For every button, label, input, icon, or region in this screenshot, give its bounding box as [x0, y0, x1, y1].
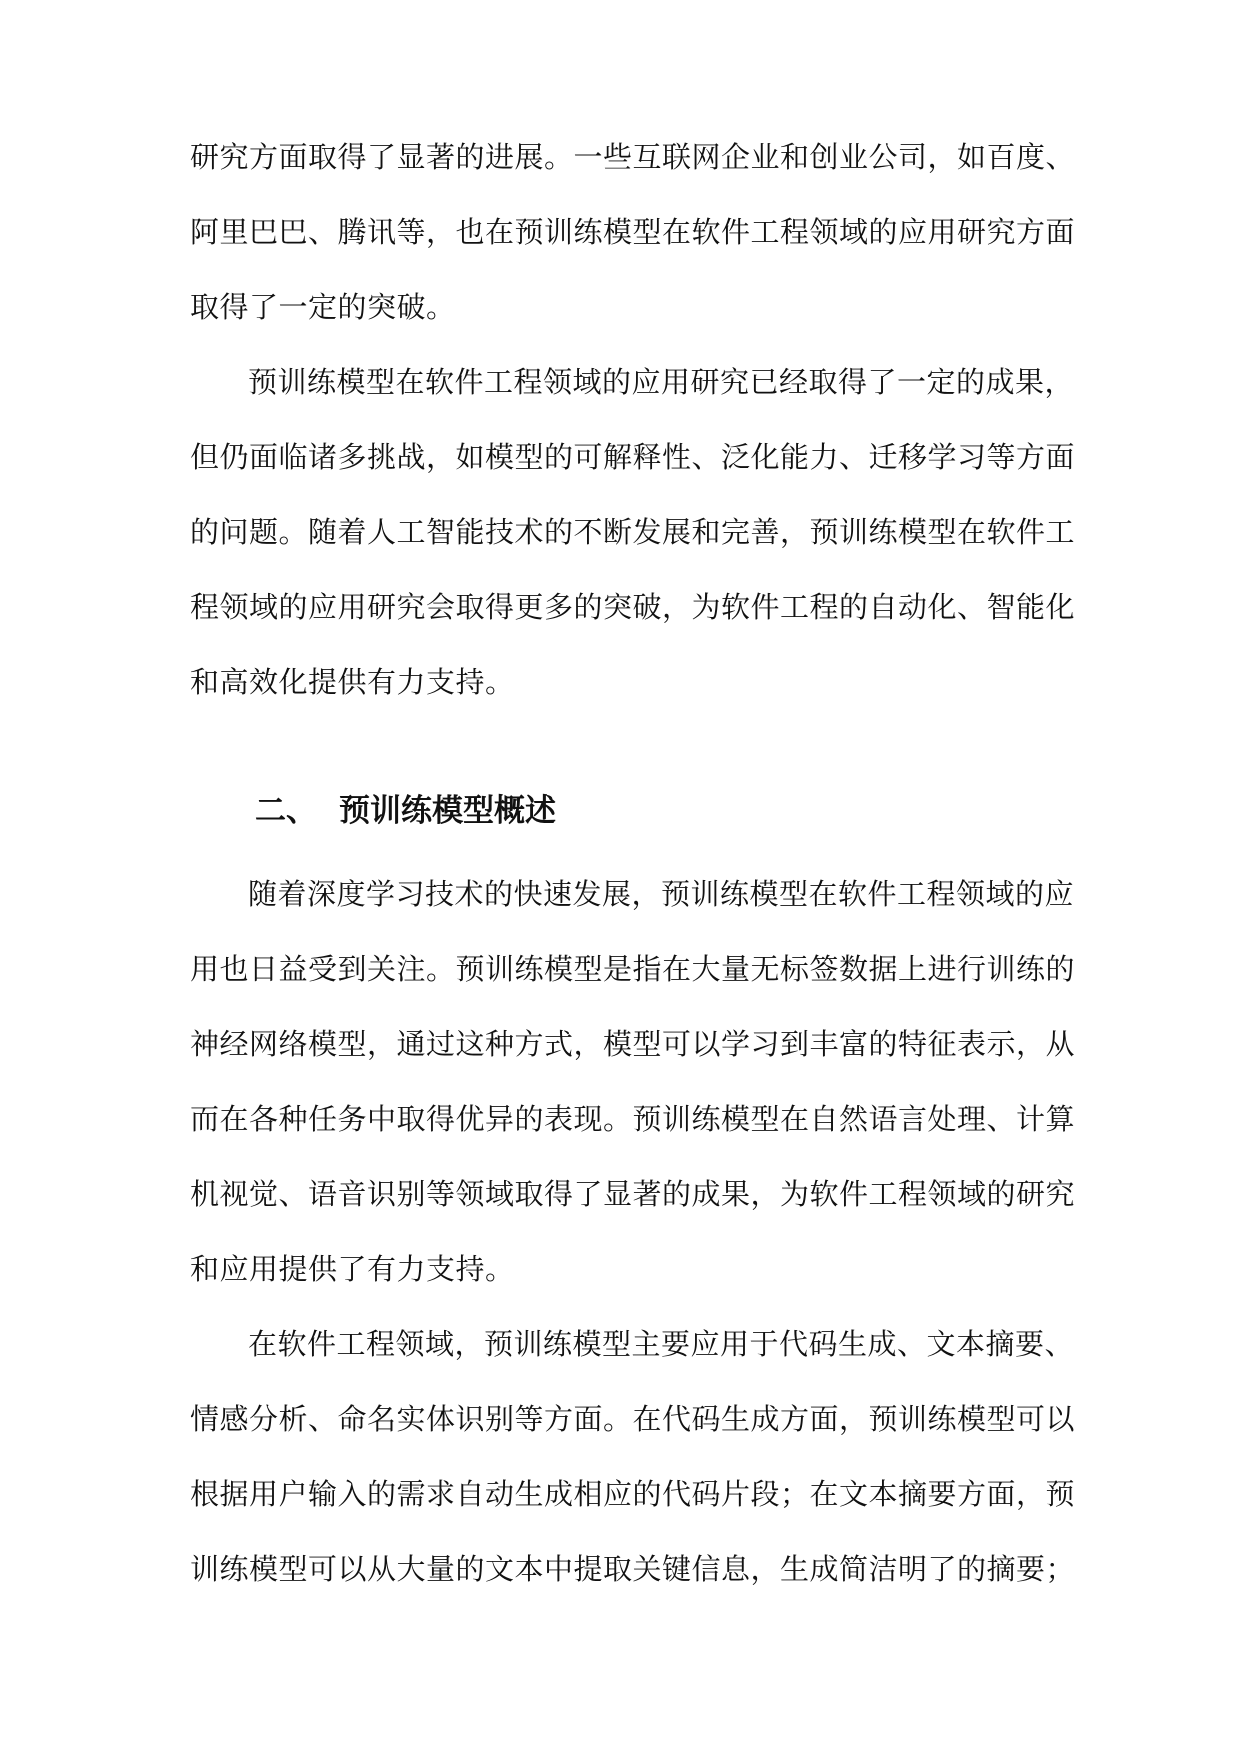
paragraph-line: 但仍面临诸多挑战，如模型的可解释性、泛化能力、迁移学习等方面: [190, 440, 1076, 474]
paragraph-line: 的问题。随着人工智能技术的不断发展和完善，预训练模型在软件工: [190, 515, 1076, 549]
paragraph-line: 而在各种任务中取得优异的表现。预训练模型在自然语言处理、计算: [190, 1102, 1076, 1136]
paragraph-line: 神经网络模型，通过这种方式，模型可以学习到丰富的特征表示，从: [190, 1027, 1076, 1061]
paragraph-line: 在软件工程领域，预训练模型主要应用于代码生成、文本摘要、: [248, 1327, 1075, 1361]
paragraph-line: 用也日益受到关注。预训练模型是指在大量无标签数据上进行训练的: [190, 952, 1076, 986]
paragraph-line: 取得了一定的突破。: [190, 290, 456, 324]
paragraph-line: 机视觉、语音识别等领域取得了显著的成果，为软件工程领域的研究: [190, 1177, 1076, 1211]
paragraph-line: 和高效化提供有力支持。: [190, 665, 515, 699]
paragraph-line: 阿里巴巴、腾讯等，也在预训练模型在软件工程领域的应用研究方面: [190, 215, 1076, 249]
paragraph-line: 训练模型可以从大量的文本中提取关键信息，生成简洁明了的摘要；: [190, 1552, 1076, 1586]
section-title: 预训练模型概述: [339, 793, 556, 829]
paragraph-line: 和应用提供了有力支持。: [190, 1252, 515, 1286]
section-heading: [255, 789, 1055, 833]
section-number: 二、: [255, 793, 317, 829]
paragraph-line: 根据用户输入的需求自动生成相应的代码片段；在文本摘要方面，预: [190, 1477, 1076, 1511]
paragraph-line: 研究方面取得了显著的进展。一些互联网企业和创业公司，如百度、: [190, 140, 1076, 174]
paragraph-line: 程领域的应用研究会取得更多的突破，为软件工程的自动化、智能化: [190, 590, 1076, 624]
paragraph-line: 情感分析、命名实体识别等方面。在代码生成方面，预训练模型可以: [190, 1402, 1076, 1436]
paragraph-line: 随着深度学习技术的快速发展，预训练模型在软件工程领域的应: [248, 877, 1075, 911]
paragraph-line: 预训练模型在软件工程领域的应用研究已经取得了一定的成果，: [248, 365, 1075, 399]
